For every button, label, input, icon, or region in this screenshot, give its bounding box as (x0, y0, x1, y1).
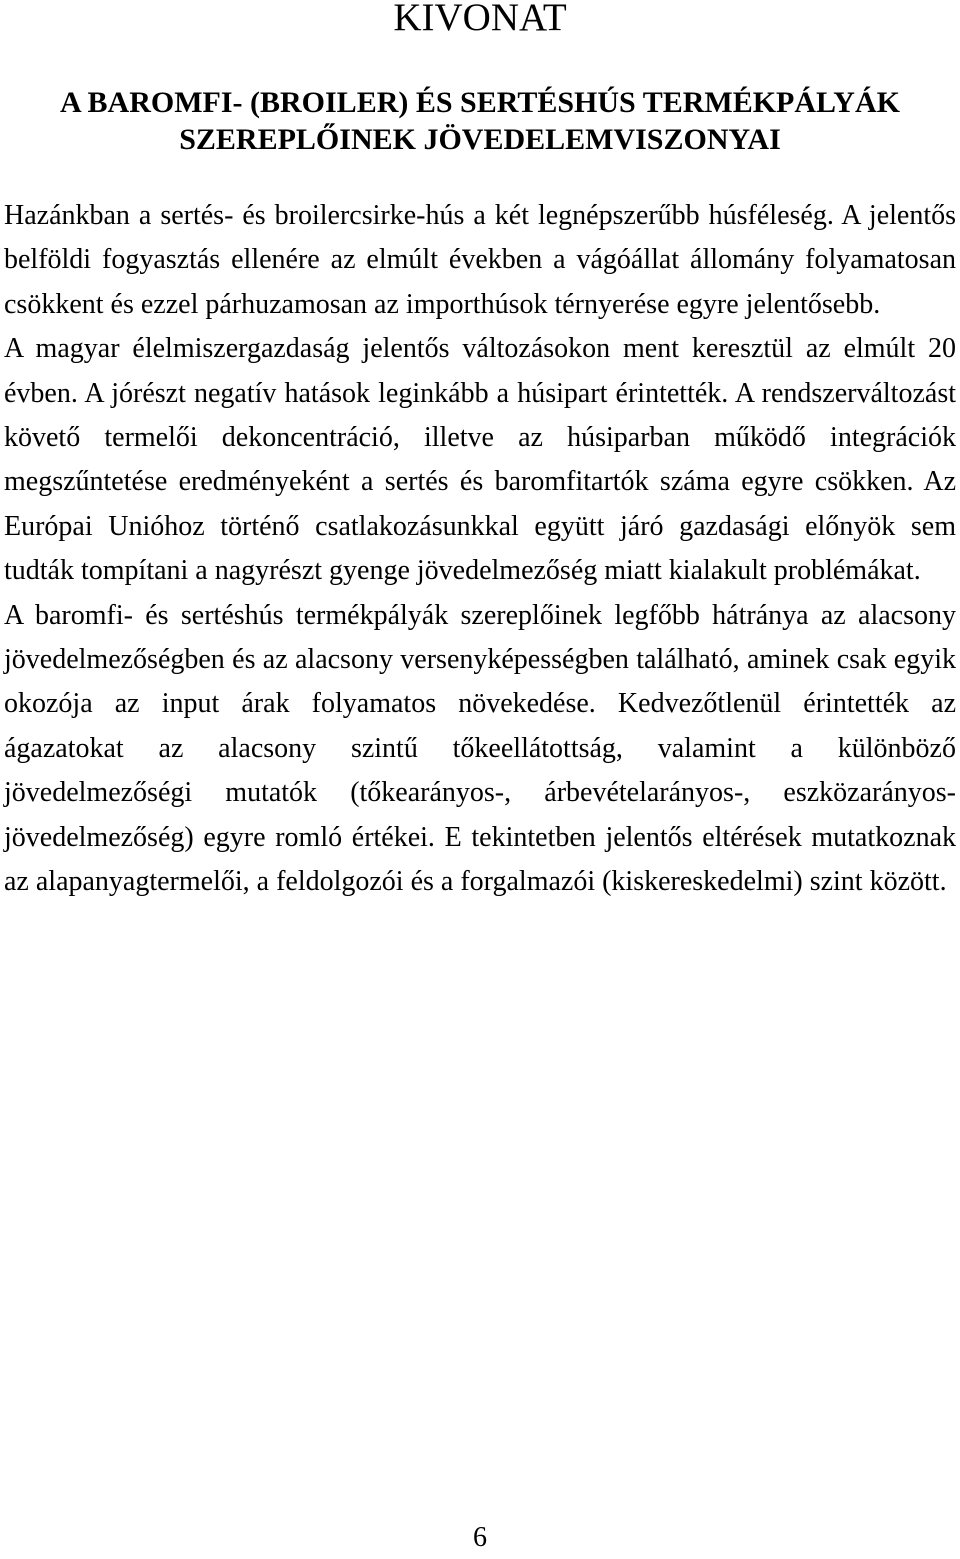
paragraph-3: A baromfi- és sertéshús termékpályák szereplőinek legfőbb hátránya az alacsony jövedelmezőségben és az alacsony versenyképességben található, aminek csak egyik okozója az input árak folyamatos növekedése. Kedvezőtlenül érintették az ágazatokat az alacsony szintű tőkeellátottság, valamint a különböző jövedelmezőségi mutatók (tőkearányos-, árbevételarányos-, eszközarányos-jövedelmezőség) egyre romló értékei. E tekintetben jelentős eltérések mutatkoznak az alapanyagtermelői, a feldolgozói és a forgalmazói (kiskereskedelmi) szint között. (4, 599, 956, 898)
paragraph-2: A magyar élelmiszergazdaság jelentős változásokon ment keresztül az elmúlt 20 évben. A jórészt negatív hatások leginkább a húsipart érintették. A rendszerváltozást követő termelői dekoncentráció, illetve az húsiparban működő integrációk megszűntetése eredményeként a sertés és baromfitartók száma egyre csökken. Az Európai Unióhoz történő csatlakozásunkkal együtt járó gazdasági előnyök sem tudták tompítani a nagyrészt gyenge jövedelmezőség miatt kialakult problémákat. (4, 333, 956, 587)
page-number: 6 (473, 1522, 487, 1553)
heading-line-2: SZEREPLŐINEK JÖVEDELEMVISZONYAI (179, 123, 781, 156)
abstract-body (4, 194, 956, 905)
page-title: KIVONAT (393, 0, 567, 39)
document-heading (0, 84, 960, 158)
heading-line-1: A BAROMFI- (BROILER) ÉS SERTÉSHÚS TERMÉKPÁLYÁK (60, 86, 900, 119)
paragraph-1: Hazánkban a sertés- és broilercsirke-hús a két legnépszerűbb húsféleség. A jelentős belföldi fogyasztás ellenére az elmúlt években a vágóállat állomány folyamatosan csökkent és ezzel párhuzamosan az importhúsok térnyerése egyre jelentősebb. (4, 200, 956, 320)
